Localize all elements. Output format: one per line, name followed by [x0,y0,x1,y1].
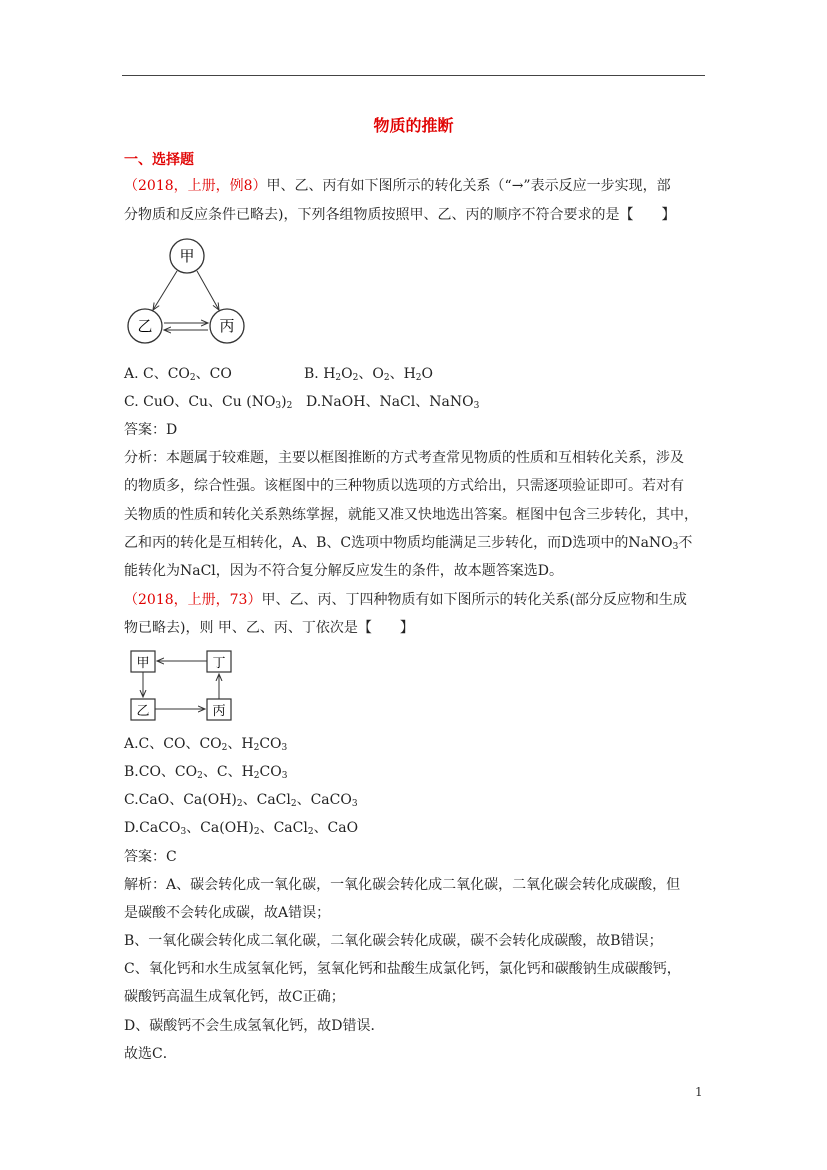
q1-source: （2018，上册，例8） [124,178,267,194]
q2-analysis-line-7: 故选C． [124,1046,177,1062]
q1-option-b: B. $H_2O_2$、$O_2$、$H_2O$ [304,366,434,383]
q1-triangle-diagram [120,232,250,347]
q1-option-a: A. C、$CO_2$、CO [124,366,232,383]
q2-stem-line-2: 物已略去)，则 甲、乙、丙、丁依次是【 】 [124,620,414,636]
q2-analysis-line-3: B、一氧化碳会转化成二氧化碳，二氧化碳会转化成碳，碳不会转化成碳酸，故B错误； [124,933,663,949]
q2-answer: 答案：C [124,849,177,865]
q2-stem-line-1: （2018，上册，73）甲、乙、丙、丁四种物质有如下图所示的转化关系(部分反应物和生成 [124,592,687,608]
q1-node-jia-label: 甲 [179,247,195,265]
q2-analysis-line-4: C、氧化钙和水生成氢氧化钙，氢氧化钙和盐酸生成氯化钙，氯化钙和碳酸钠生成碳酸钙， [124,961,681,977]
page-title: 物质的推断 [373,116,454,135]
q1-arrow-jia-bing [197,271,219,310]
q2-analysis-line-2: 是碳酸不会转化成碳，故A错误； [124,905,331,921]
q2-source: （2018，上册，73） [124,592,262,608]
q2-node-bing-label: 丙 [212,704,226,719]
section-heading: 一、选择题 [124,152,194,168]
q2-analysis-line-6: D、碳酸钙不会生成氢氧化钙，故D错误． [124,1018,385,1034]
q2-analysis-line-1: 解析：A、碳会转化成一氧化碳，一氧化碳会转化成二氧化碳，二氧化碳会转化成碳酸，但 [124,877,681,893]
q1-analysis-line-5: 能转化为NaCl，因为不符合复分解反应发生的条件，故本题答案选D。 [124,563,564,579]
q2-option-d: D.CaCO$_3$、$Ca(OH)_2$、CaCl$_2$、CaO [124,820,359,837]
q1-stem-line-2: 分物质和反应条件已略去)，下列各组物质按照甲、乙、丙的顺序不符合要求的是【 】 [124,207,676,223]
q1-analysis-line-1: 分析：本题属于较难题，主要以框图推断的方式考查常见物质的性质和互相转化关系，涉及 [124,450,684,466]
q1-option-c: C. CuO、Cu、Cu $(NO_3)_2$ [124,394,293,411]
q2-node-jia-label: 甲 [136,656,150,671]
q1-analysis-line-4: 乙和丙的转化是互相转化，A、B、C选项中物质均能满足三步转化，而D选项中的NaNO$_3$不 [124,535,693,552]
page-number: 1 [695,1085,703,1099]
q1-stem-line-1: （2018，上册，例8）甲、乙、丙有如下图所示的转化关系（“→”表示反应一步实现，部 [124,178,671,194]
q2-option-b: B.CO、$CO_2$、C、$H_2CO_3$ [124,764,288,781]
q1-arrow-jia-yi [153,271,177,310]
q2-option-c: C.CaO、$Ca(OH)_2$、CaCl$_2$、CaCO$_3$ [124,792,358,809]
q1-analysis-line-3: 关物质的性质和转化关系熟练掌握，就能又准又快地选出答案。框图中包含三步转化，其中， [124,507,698,523]
q1-node-bing-label: 丙 [219,317,235,335]
q1-node-yi-label: 乙 [137,317,153,335]
q2-option-a: A.C、CO、$CO_2$、$H_2CO_3$ [124,736,288,753]
q1-option-d: D.NaOH、NaCl、NaNO$_3$ [306,394,480,411]
q1-answer: 答案：D [124,422,178,438]
q2-node-yi-label: 乙 [136,704,150,719]
q1-analysis-line-2: 的物质多，综合性强。该框图中的三种物质以选项的方式给出，只需逐项验证即可。若对有 [124,478,684,494]
q2-node-ding-label: 丁 [212,656,226,671]
q2-square-diagram [127,646,237,726]
header-rule [122,75,705,76]
q2-analysis-line-5: 碳酸钙高温生成氧化钙，故C正确； [124,989,345,1005]
